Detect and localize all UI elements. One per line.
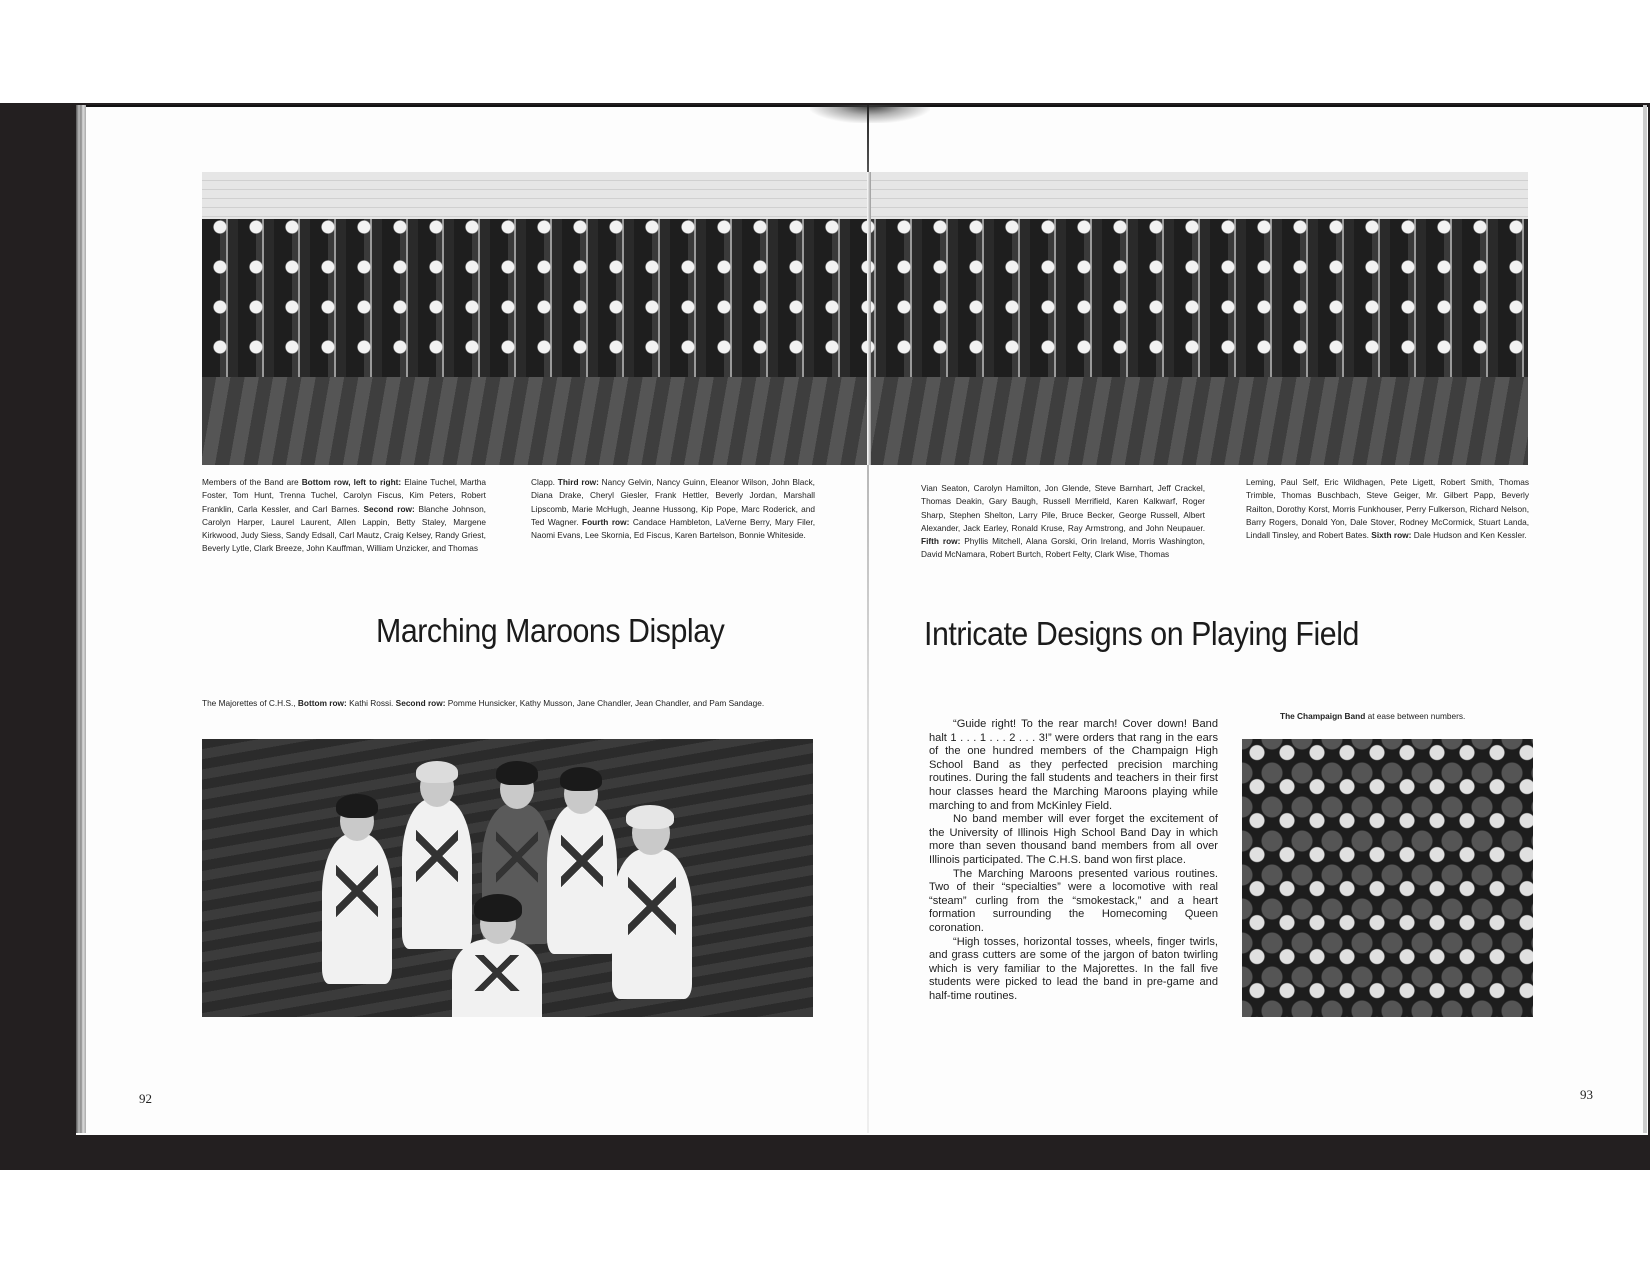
page-number-right: 93 bbox=[1580, 1087, 1593, 1102]
caption-text: Blanche Johnson, Carolyn Harper, Laurel Laurent, Allen Lappin, Betty Staley, Margene Kirkwood, Judy Siess, Sandy Edsall, Carl Mautz, Craig Kelsey, Randy Griest, Beverly Lytle, Clark Breeze, John Kauffman, William Unzicker, and Thomas bbox=[202, 503, 486, 554]
caption-text: The Majorettes of C.H.S., bbox=[202, 698, 298, 708]
photo-hair bbox=[496, 761, 538, 785]
caption-row-label: Sixth row: bbox=[1371, 530, 1412, 541]
band-at-ease-caption bbox=[1280, 710, 1520, 723]
caption-row-label: Fifth row: bbox=[921, 536, 961, 547]
caption-row-label: Third row: bbox=[557, 477, 599, 487]
majorettes-caption bbox=[202, 697, 814, 710]
article-body bbox=[929, 718, 1218, 1003]
photo-hair bbox=[560, 767, 602, 791]
page-number-left: 92 bbox=[139, 1091, 152, 1106]
band-caption-part-1 bbox=[202, 476, 486, 556]
caption-text: Vian Seaton, Carolyn Hamilton, Jon Glende, Steve Barnhart, Jeff Crackel, Thomas Deakin, Gary Baugh, Russell Merrifield, Karen Kalkwarf, Roger Sharp, Stephen Shelton, Larry Pile, Bruce Becker, George Russell, Albert Alexander, Jack Earley, Ronald Kruse, Ray Armstrong, and John Neupauer. bbox=[921, 483, 1205, 533]
photo-majorette bbox=[452, 939, 542, 1017]
right-page-edge bbox=[1643, 105, 1647, 1133]
photo-hair bbox=[474, 894, 522, 922]
page-edges bbox=[76, 105, 86, 1133]
photo-majorette bbox=[547, 804, 617, 954]
band-at-ease-photo bbox=[1242, 739, 1533, 1017]
body-paragraph: “Guide right! To the rear march! Cover down! Band halt 1 . . . 1 . . . 2 . . . 3!” were orders that rang in the ears of the one hundred members of the Champaign High School Band as they perfected precision marching routines. During the fall students and teachers in their first hour classes heard the Marching Maroons playing while marching to and from McKinley Field. bbox=[929, 718, 1218, 812]
body-paragraph: No band member will ever forget the excitement of the University of Illinois High School Band Day in which more than seven thousand band members from all over Illinois participated. The C.H.S. band won first place. bbox=[929, 813, 1218, 866]
caption-text: Members of the Band are bbox=[202, 477, 302, 487]
caption-row-label: Bottom row, left to right: bbox=[301, 477, 402, 487]
caption-text: Candace Hambleton, LaVerne Berry, Mary Filer, Naomi Evans, Lee Skornia, Ed Fiscus, Karen Bartelson, Bonnie Whiteside. bbox=[531, 516, 815, 541]
photo-hair bbox=[416, 761, 458, 783]
photo-majorette bbox=[612, 849, 692, 999]
left-page-heading: Marching Maroons Display bbox=[376, 612, 725, 649]
photo-hair bbox=[626, 805, 674, 829]
majorettes-photo bbox=[202, 739, 813, 1017]
caption-text: Kathi Rossi. bbox=[346, 698, 396, 708]
caption-text: Pomme Hunsicker, Kathy Musson, Jane Chandler, Jean Chandler, and Pam Sandage. bbox=[445, 698, 765, 708]
caption-text: Nancy Gelvin, Nancy Guinn, Eleanor Wilson, John Black, Diana Drake, Cheryl Giesler, Frank Hettler, Beverly Jordan, Marshall Lipscomb, Marie McHugh, Jeanne Hussong, Kip Pope, Marc Roderick, and Ted Wagner. bbox=[531, 477, 815, 527]
spine-shadow bbox=[810, 105, 930, 123]
scan-margin-top bbox=[0, 0, 1650, 103]
caption-text: Dale Hudson and Ken Kessler. bbox=[1411, 530, 1527, 541]
caption-text: Leming, Paul Self, Eric Wildhagen, Pete Ligett, Robert Smith, Thomas Trimble, Thomas Buschbach, Steve Geiger, Mr. Gilbert Papp, Beverly Railton, Dorothy Korst, Morris Funkhouser, Perry Fulkerson, Richard Nelson, Barry Rogers, Donald Yon, Dale Stover, Rodney McCormick, Stuart Landa, Lindall Tinsley, and Robert Bates. bbox=[1246, 477, 1529, 541]
caption-row-label: Second row: bbox=[395, 698, 446, 708]
caption-text: at ease between numbers. bbox=[1365, 711, 1466, 721]
band-caption-part-3 bbox=[921, 482, 1205, 562]
caption-row-label: Bottom row: bbox=[297, 698, 347, 708]
caption-row-label: Fourth row: bbox=[582, 516, 630, 527]
body-paragraph: The Marching Maroons presented various routines. Two of their “specialties” were a locomotive with real “steam” curling from the “smokestack,” and a heart formation surrounding the Homecoming Queen coronation. bbox=[929, 867, 1218, 934]
caption-row-label: Second row: bbox=[363, 503, 415, 514]
caption-bold: The Champaign Band bbox=[1280, 711, 1366, 721]
photo-crowd bbox=[1242, 739, 1533, 1017]
band-caption-part-2 bbox=[531, 476, 815, 542]
photo-floor bbox=[202, 377, 1528, 465]
caption-text: Phyllis Mitchell, Alana Gorski, Orin Ireland, Morris Washington, David McNamara, Robert Burtch, Robert Felty, Clark Wise, Thomas bbox=[921, 536, 1205, 560]
caption-text: Clapp. bbox=[531, 477, 558, 487]
band-group-photo bbox=[202, 172, 1528, 465]
body-paragraph: “High tosses, horizontal tosses, wheels, finger twirls, and grass cutters are some of the jargon of baton twirling which is very familiar to the Majorettes. In the fall five students were picked to lead the band in pre-game and half-time routines. bbox=[929, 935, 1218, 1002]
photo-gutter-fold bbox=[867, 172, 871, 465]
scan-margin-bottom bbox=[0, 1170, 1650, 1275]
right-page-heading: Intricate Designs on Playing Field bbox=[924, 615, 1359, 652]
photo-hair bbox=[336, 794, 378, 818]
photo-majorette bbox=[322, 834, 392, 984]
photo-majorette bbox=[402, 799, 472, 949]
band-caption-part-4 bbox=[1246, 476, 1529, 542]
caption-text: Elaine Tuchel, Martha Foster, Tom Hunt, Trenna Tuchel, Carolyn Fiscus, Kim Peters, Robert Franklin, Carla Kessler, and Carl Barnes. bbox=[202, 477, 486, 514]
